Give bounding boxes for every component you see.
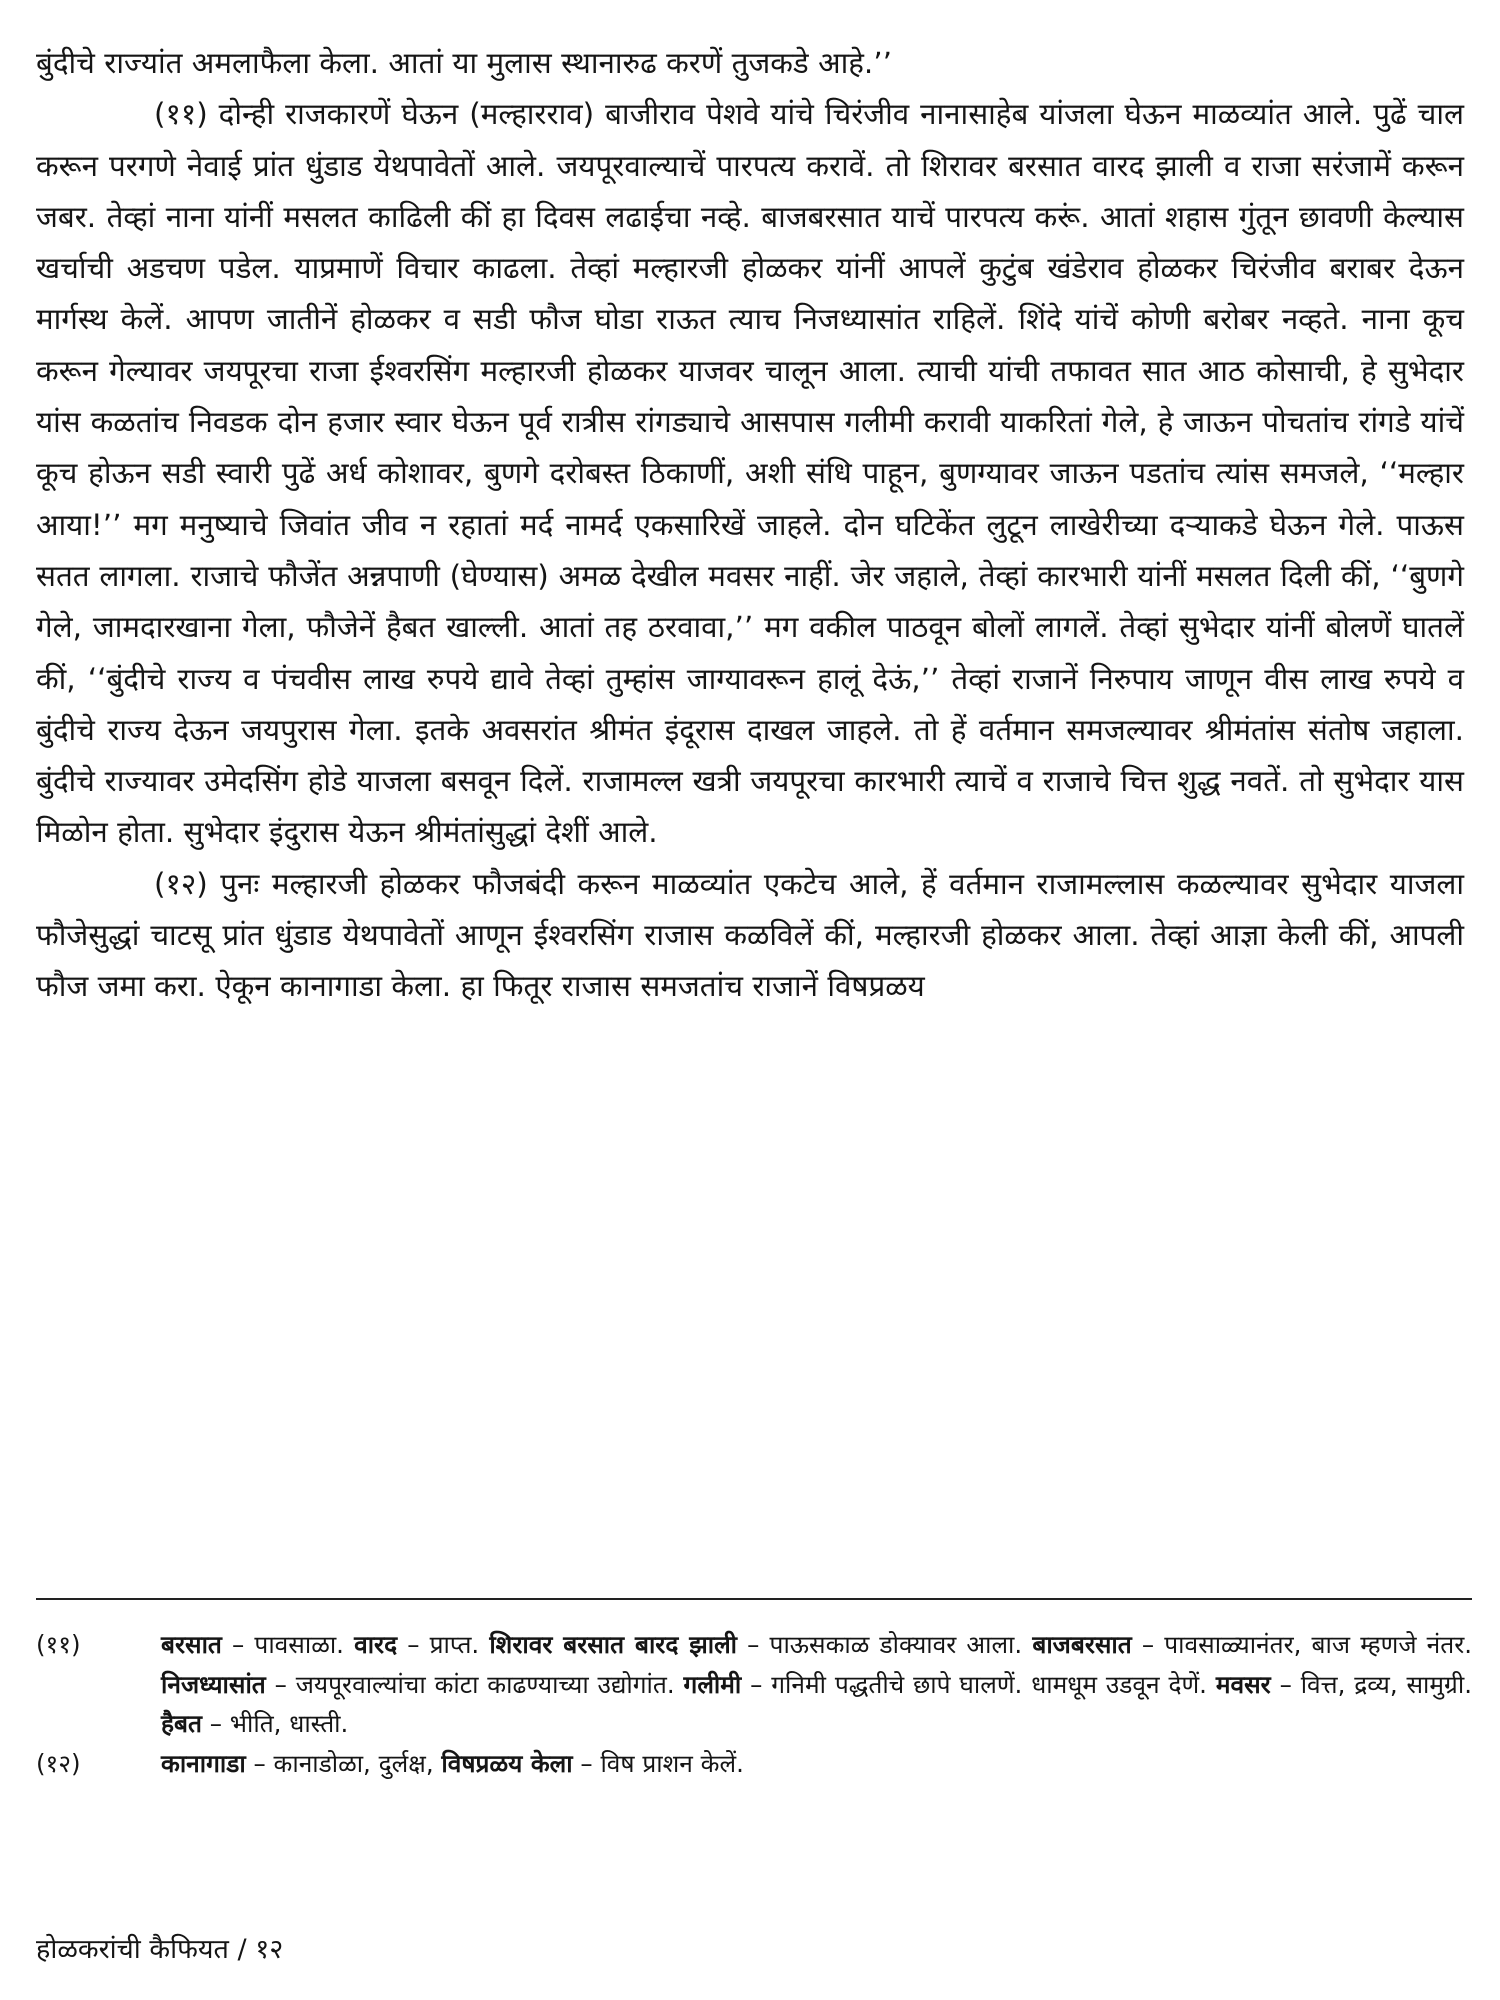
glossary-term: गलीमी: [683, 1669, 742, 1699]
glossary-separator: –: [741, 1669, 772, 1699]
glossary-separator: –: [201, 1709, 230, 1738]
glossary-term: निजध्यासांत: [161, 1669, 266, 1699]
glossary-separator: –: [397, 1630, 430, 1659]
glossary-term: मवसर: [1215, 1669, 1271, 1699]
glossary-definition: गनिमी पद्धतीचे छापे घालणें. धामधूम उडवून देणें.: [771, 1669, 1216, 1699]
glossary-separator: –: [572, 1748, 601, 1778]
glossary-term: वारद: [354, 1630, 398, 1659]
glossary-term: विषप्रळय केला: [441, 1748, 573, 1778]
glossary-separator: –: [245, 1748, 274, 1778]
footnotes: [36, 1625, 1472, 1783]
paragraph-12: (१२) पुनः मल्हारजी होळकर फौजबंदी करून माळव्यांत एकटेच आले, हें वर्तमान राजामल्लास कळल्यावर सुभेदार याजला फौजेसुद्धां चाटसू प्रांत धुंडाड येथपावेतों आणून ईश्वरसिंग राजास कळविलें कीं, मल्हारजी होळकर आला. तेव्हां आज्ञा केली कीं, आपली फौज जमा करा. ऐकून कानागाडा केला. हा फितूर राजास समजतांच राजानें विषप्रळय: [36, 866, 1464, 1004]
glossary-separator: –: [221, 1630, 255, 1659]
glossary-definition: प्राप्त.: [429, 1630, 490, 1659]
glossary-separator: –: [265, 1669, 296, 1699]
glossary-definition: जयपूरवाल्यांचा कांटा काढण्याच्या उद्योगांत.: [295, 1669, 684, 1699]
footnote-text: [161, 1744, 1472, 1784]
glossary-definition: विष प्राशन केलें.: [600, 1748, 744, 1778]
footnote-number: (११): [36, 1630, 81, 1659]
footnote-text: [161, 1625, 1472, 1744]
glossary-separator: –: [737, 1630, 770, 1659]
footnote-12: [36, 1744, 1472, 1784]
footnote-number: (१२): [36, 1748, 81, 1778]
glossary-definition: पावसाळा.: [254, 1630, 355, 1659]
page-footer: होळकरांची कैफियत / १२: [36, 1934, 284, 1965]
glossary-term: कानागाडा: [161, 1748, 246, 1778]
glossary-term: हैबत: [161, 1709, 202, 1738]
glossary-term: शिरावर बरसात बारद झाली: [489, 1630, 738, 1659]
glossary-definition: भीति, धास्ती.: [229, 1709, 349, 1738]
glossary-separator: –: [1270, 1669, 1301, 1699]
glossary-definition: वित्त, द्रव्य, सामुग्री.: [1300, 1669, 1472, 1699]
glossary-definition: पावसाळ्यानंतर, बाज म्हणजे नंतर.: [1164, 1630, 1472, 1659]
paragraph-continuation: बुंदीचे राज्यांत अमलाफैला केला. आतां या मुलास स्थानारुढ करणें तुजकडे आहे.’’: [36, 46, 893, 80]
footnote-divider: [36, 1598, 1472, 1600]
glossary-separator: –: [1131, 1630, 1165, 1659]
glossary-definition: कानाडोळा, दुर्लक्ष,: [273, 1748, 442, 1778]
footnote-11: [36, 1625, 1472, 1744]
main-text: [36, 38, 1464, 1013]
glossary-term: बाजबरसात: [1032, 1630, 1132, 1659]
paragraph-11: (११) दोन्ही राजकारणें घेऊन (मल्हारराव) बाजीराव पेशवे यांचे चिरंजीव नानासाहेब यांजला घेऊन माळव्यांत आले. पुढें चाल करून परगणे नेवाई प्रांत धुंडाड येथपावेतों आले. जयपूरवाल्याचें पारपत्य करावें. तो शिरावर बरसात वारद झाली व राजा सरंजामें करून जबर. तेव्हां नाना यांनीं मसलत काढिली कीं हा दिवस लढाईचा नव्हे. बाजबरसात याचें पारपत्य करूं. आतां शहास गुंतून छावणी केल्यास खर्चाची अडचण पडेल. याप्रमाणें विचार काढला. तेव्हां मल्हारजी होळकर यांनीं आपलें कुटुंब खंडेराव होळकर चिरंजीव बराबर देऊन मार्गस्थ केलें. आपण जातीनें होळकर व सडी फौज घोडा राऊत त्याच निजध्यासांत राहिलें. शिंदे यांचें कोणी बरोबर नव्हते. नाना कूच करून गेल्यावर जयपूरचा राजा ईश्वरसिंग मल्हारजी होळकर याजवर चालून आला. त्याची यांची तफावत सात आठ कोसाची, हे सुभेदार यांस कळतांच निवडक दोन हजार स्वार घेऊन पूर्व रात्रीस रांगड्याचे आसपास गलीमी करावी याकरितां गेले, हे जाऊन पोचतांच रांगडे यांचें कूच होऊन सडी स्वारी पुढें अर्ध कोशावर, बुणगे दरोबस्त ठिकाणीं, अशी संधि पाहून, बुणग्यावर जाऊन पडतांच त्यांस समजले, ‘‘मल्हार आया!’’ मग मनुष्याचे जिवांत जीव न रहातां मर्द नामर्द एकसारिखें जाहले. दोन घटिकेंत लुटून लाखेरीच्या दऱ्याकडे घेऊन गेले. पाऊस सतत लागला. राजाचे फौजेंत अन्नपाणी (घेण्यास) अमळ देखील मवसर नाहीं. जेर जहाले, तेव्हां कारभारी यांनीं मसलत दिली कीं, ‘‘बुणगे गेले, जामदारखाना गेला, फौजेनें हैबत खाल्ली. आतां तह ठरवावा,’’ मग वकील पाठवून बोलों लागलें. तेव्हां सुभेदार यांनीं बोलणें घातलें कीं, ‘‘बुंदीचे राज्य व पंचवीस लाख रुपये द्यावे तेव्हां तुम्हांस जाग्यावरून हालूं देऊं,’’ तेव्हां राजानें निरुपाय जाणून वीस लाख रुपये व बुंदीचे राज्य देऊन जयपुरास गेला. इतके अवसरांत श्रीमंत इंदूरास दाखल जाहले. तो हें वर्तमान समजल्यावर श्रीमंतांस संतोष जहाला. बुंदीचे राज्यावर उमेदसिंग होडे याजला बसवून दिलें. राजामल्ल खत्री जयपूरचा कारभारी त्याचें व राजाचे चित्त शुद्ध नवतें. तो सुभेदार यास मिळोन होता. सुभेदार इंदुरास येऊन श्रीमंतांसुद्धां देशीं आले.: [36, 97, 1464, 850]
glossary-definition: पाऊसकाळ डोक्यावर आला.: [769, 1630, 1033, 1659]
glossary-term: बरसात: [161, 1630, 222, 1659]
